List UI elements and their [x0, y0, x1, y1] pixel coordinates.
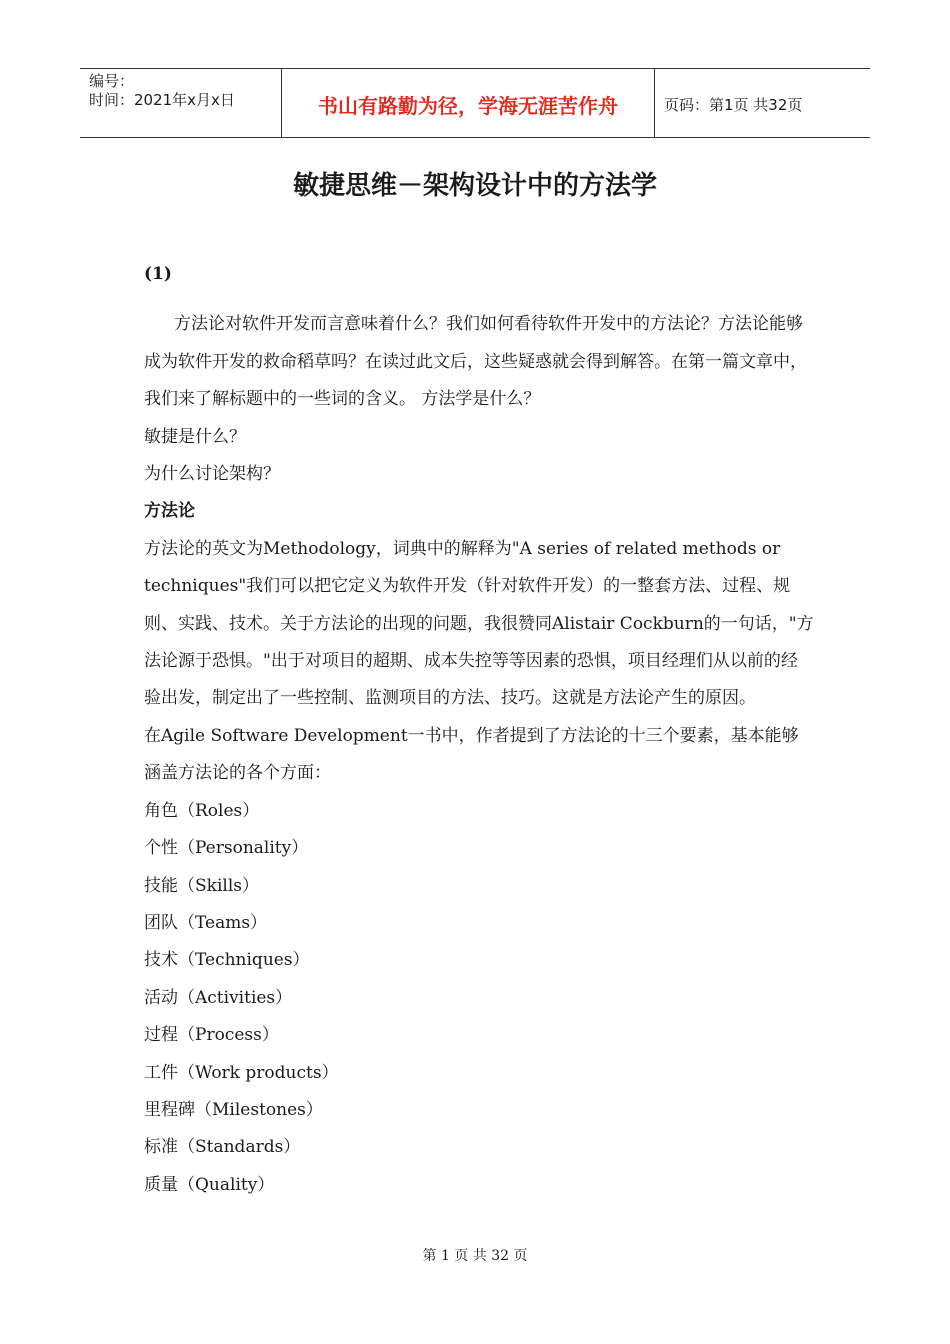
- list-item: 里程碑（Milestones）: [144, 1099, 323, 1120]
- question-architecture: 为什么讨论架构？: [144, 464, 280, 485]
- list-item: 团队（Teams）: [144, 912, 268, 933]
- page-footer: 第 1 页 共 32 页: [422, 1248, 528, 1264]
- elements-intro-paragraph: 在Agile Software Development一书中，作者提到了方法论的十三个要素，基本能够涵盖方法论的各个方面：: [144, 725, 799, 784]
- methodology-paragraph: 方法论的英文为Methodology，词典中的解释为"A series of related methods or techniques"我们可以把它定义为软件开发（针对软件开发）的一整套方法、过程、规则、实践、技术。关于方法论的出现的问题，我很赞同Alistair Cockburn的一句话，"方法论源于恐惧。"出于对项目的超期、成本失控等等因素的恐惧，项目经理们从以前的经验出发，制定出了一些控制、监测项目的方法、技巧。这就是方法论产生的原因。: [144, 538, 814, 709]
- list-item: 活动（Activities）: [144, 987, 293, 1008]
- list-item: 工件（Work products）: [144, 1062, 339, 1083]
- header-page-label: 页码：第1页 共32页: [664, 95, 803, 114]
- time-label: 时间：2021年x月x日: [89, 91, 235, 109]
- document-body: [144, 256, 814, 1204]
- list-item: 技能（Skills）: [144, 875, 259, 896]
- header-motto: 书山有路勤为径，学海无涯苦作舟: [282, 69, 655, 137]
- list-item: 过程（Process）: [144, 1025, 279, 1046]
- intro-paragraph: 方法论对软件开发而言意味着什么？我们如何看待软件开发中的方法论？方法论能够成为软件开发的救命稻草吗？在读过此文后，这些疑惑就会得到解答。在第一篇文章中，我们来了解标题中的一些词的含义。 方法学是什么？: [144, 314, 807, 410]
- header-meta: [80, 69, 282, 137]
- list-item: 标准（Standards）: [144, 1137, 301, 1158]
- document-title: 敏捷思维－架构设计中的方法学: [292, 171, 657, 201]
- section-number: (1): [144, 264, 172, 284]
- list-item: 技术（Techniques）: [144, 950, 310, 971]
- page-header: [80, 68, 870, 138]
- list-item: 质量（Quality）: [144, 1174, 275, 1195]
- list-item: 角色（Roles）: [144, 800, 260, 821]
- list-item: 个性（Personality）: [144, 838, 309, 859]
- question-agile: 敏捷是什么？: [144, 426, 246, 447]
- section-heading: 方法论: [144, 501, 195, 522]
- number-label: 编号：: [89, 72, 135, 90]
